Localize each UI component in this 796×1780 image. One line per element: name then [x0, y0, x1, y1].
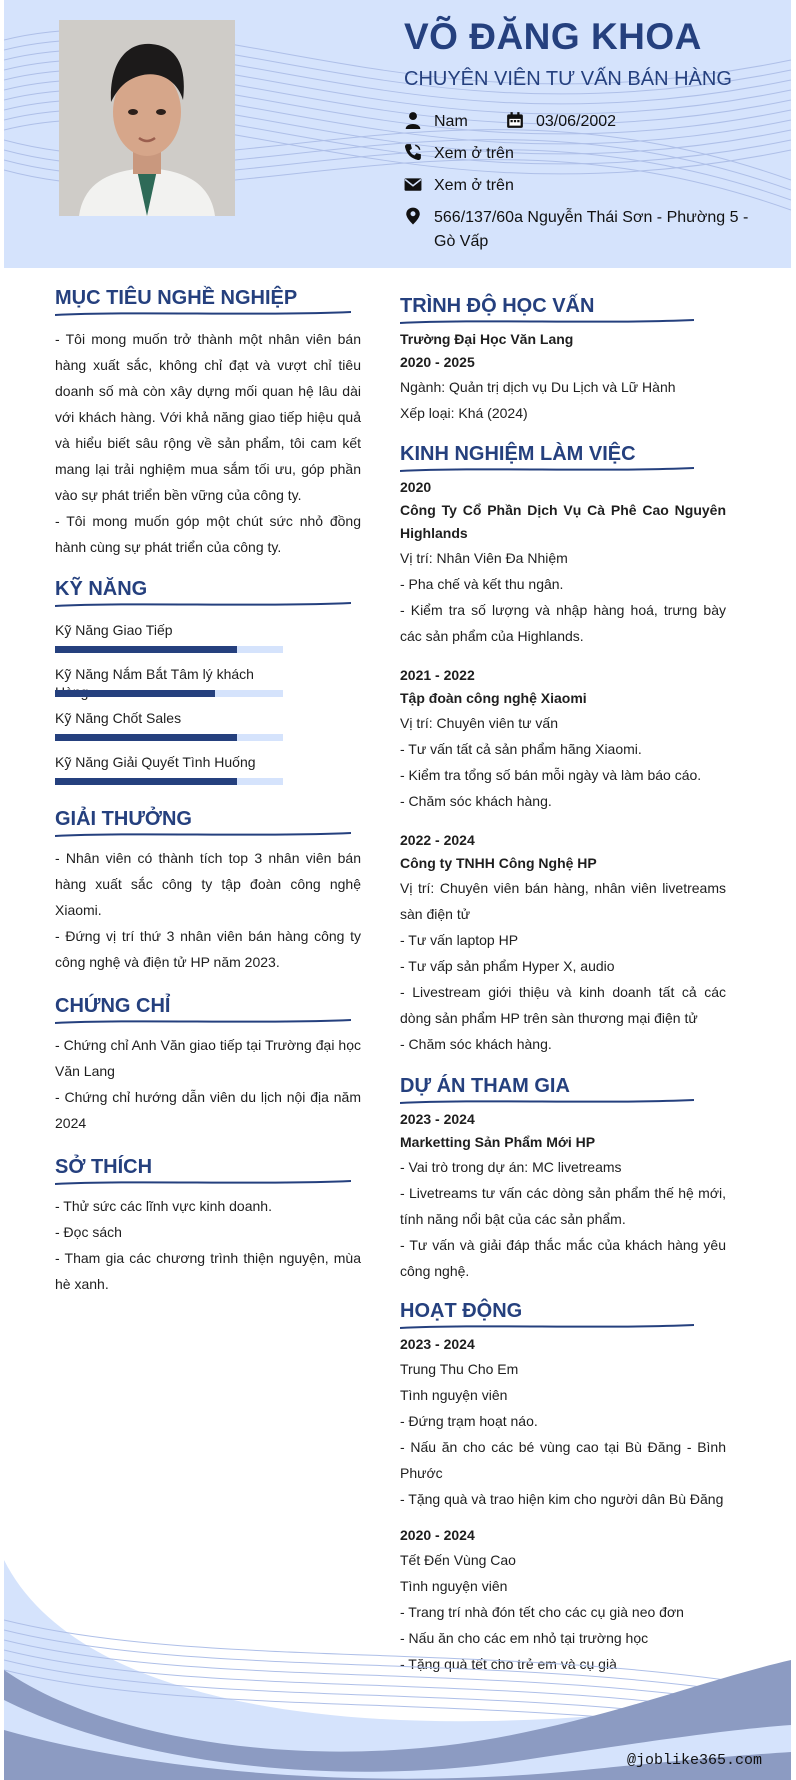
person-icon [404, 111, 422, 129]
skills-title: KỸ NĂNG [55, 578, 148, 600]
activities-underline [400, 1323, 694, 1331]
job-company: Công ty TNHH Công Nghệ HP [400, 855, 597, 871]
address-value: 566/137/60a Nguyễn Thái Sơn - Phường 5 - Gò Vấp [434, 209, 749, 250]
calendar-icon [506, 111, 524, 129]
objective-title: MỤC TIÊU NGHỀ NGHIỆP [55, 287, 298, 309]
skill-item [55, 665, 285, 701]
skill-label: Kỹ Năng Nắm Bắt Tâm lý khách [55, 666, 254, 682]
skills-underline [55, 601, 351, 609]
activity-line: - Trang trí nhà đón tết cho các cụ già neo đơn [400, 1604, 684, 1620]
education-title: TRÌNH ĐỘ HỌC VẤN [400, 295, 595, 317]
job-line: - Tư vấn laptop HP [400, 932, 519, 948]
activity-period: 2020 - 2024 [400, 1527, 475, 1543]
awards-underline [55, 831, 351, 839]
experience-job [400, 664, 726, 814]
job-line: - Chăm sóc khách hàng. [400, 1036, 552, 1052]
project-period: 2023 - 2024 [400, 1111, 475, 1127]
award-paragraph: - Đứng vị trí thứ 3 nhân viên bán hàng công ty công nghệ và điện tử HP năm 2023. [55, 928, 361, 970]
activity-line: - Nấu ăn cho các bé vùng cao tại Bù Đăng - Bình Phước [400, 1439, 726, 1481]
phone-icon [404, 143, 422, 161]
job-line: - Tư vấp sản phẩm Hyper X, audio [400, 958, 615, 974]
education-major: Ngành: Quản trị dịch vụ Du Lịch và Lữ Hành [400, 379, 676, 395]
job-line: - Chăm sóc khách hàng. [400, 793, 552, 809]
awards-title: GIẢI THƯỞNG [55, 808, 192, 830]
experience-title: KINH NGHIỆM LÀM VIỆC [400, 443, 636, 465]
job-period: 2021 - 2022 [400, 667, 475, 683]
job-line: - Pha chế và kết thu ngân. [400, 576, 564, 592]
job-line: Vị trí: Nhân Viên Đa Nhiệm [400, 550, 568, 566]
job-title: CHUYÊN VIÊN TƯ VẤN BÁN HÀNG [404, 68, 732, 90]
birthday-row [506, 110, 616, 134]
phone-row [404, 142, 514, 166]
hobby-paragraph: - Tham gia các chương trình thiện nguyện, mùa hè xanh. [55, 1250, 361, 1292]
gender-row [404, 110, 468, 134]
address-row [404, 206, 774, 254]
gender-value: Nam [434, 113, 468, 130]
skill-bar [55, 734, 283, 741]
certificates-underline [55, 1018, 351, 1026]
birthday-value: 03/06/2002 [536, 113, 617, 130]
email-value: Xem ở trên [434, 177, 514, 194]
projects-underline [400, 1098, 694, 1106]
activity-item [400, 1333, 726, 1512]
activities-title: HOẠT ĐỘNG [400, 1300, 523, 1322]
skill-bar [55, 690, 283, 697]
activity-line: Tình nguyện viên [400, 1387, 508, 1403]
email-row [404, 174, 514, 198]
skill-bar-fill [55, 734, 237, 741]
job-line: - Kiểm tra tổng số bán mỗi ngày và làm báo cáo. [400, 767, 702, 783]
job-line: - Kiểm tra số lượng và nhập hàng hoá, trưng bày các sản phẩm của Highlands. [400, 602, 726, 644]
project-line: - Tư vấn và giải đáp thắc mắc của khách hàng yêu công nghệ. [400, 1237, 726, 1279]
activity-line: Tình nguyện viên [400, 1578, 508, 1594]
footer-watermark: @joblike365.com [627, 1752, 763, 1769]
objective-paragraph: - Tôi mong muốn góp một chút sức nhỏ đồng hành cùng sự phát triển của công ty. [55, 513, 361, 555]
projects-block [400, 1108, 726, 1284]
objective-paragraph: - Tôi mong muốn trở thành một nhân viên bán hàng xuất sắc, không chỉ đạt và vượt chỉ tiêu doanh số mà còn xây dựng mối quan hệ lâu dài với khách hàng. Với khả năng giao tiếp hiệu quả và hiểu biết sâu rộng về sản phẩm, tôi cam kết mang lại trải nghiệm mua sắm tối ưu, góp phần vào sự phát triển bền vững của công ty. [55, 331, 361, 503]
project-line: - Livetreams tư vấn các dòng sản phẩm thế hệ mới, tính năng nổi bật của các sản phẩm. [400, 1185, 726, 1227]
hobbies-text [55, 1193, 361, 1297]
phone-value: Xem ở trên [434, 145, 514, 162]
skill-item [55, 621, 285, 639]
footer-wave-decoration [4, 1560, 791, 1780]
job-company: Tập đoàn công nghệ Xiaomi [400, 690, 587, 706]
education-underline [400, 318, 694, 326]
job-period: 2020 [400, 479, 432, 495]
project-name: Marketting Sản Phẩm Mới HP [400, 1134, 596, 1150]
hobbies-underline [55, 1179, 351, 1187]
skill-label: Kỹ Năng Giải Quyết Tình Huống [55, 754, 256, 770]
education-school: Trường Đại Học Văn Lang [400, 331, 574, 347]
activity-line: - Nấu ăn cho các em nhỏ tại trường học [400, 1630, 649, 1646]
job-line: Vị trí: Chuyên viên bán hàng, nhân viên livetreams sàn điện tử [400, 880, 726, 922]
hobbies-title: SỞ THÍCH [55, 1156, 153, 1178]
experience-underline [400, 466, 694, 474]
location-pin-icon [404, 207, 422, 225]
activity-line: - Tặng quà và trao hiện kim cho người dân Bù Đăng [400, 1491, 724, 1507]
envelope-icon [404, 175, 422, 193]
experience-job [400, 476, 726, 649]
profile-photo [59, 20, 235, 216]
skill-bar-fill [55, 646, 237, 653]
job-line: Vị trí: Chuyên viên tư vấn [400, 715, 558, 731]
skill-bar-fill [55, 690, 215, 697]
skill-label: Kỹ Năng Chốt Sales [55, 710, 182, 726]
education-grade: Xếp loại: Khá (2024) [400, 405, 528, 421]
skill-bar-fill [55, 778, 237, 785]
objective-underline [55, 310, 351, 318]
candidate-name: VÕ ĐĂNG KHOA [404, 16, 702, 57]
activity-period: 2023 - 2024 [400, 1336, 475, 1352]
certificates-text [55, 1032, 361, 1136]
awards-text [55, 845, 361, 975]
certificates-title: CHỨNG CHỈ [55, 995, 171, 1017]
activity-line: - Tặng quà tết cho trẻ em và cụ già [400, 1656, 617, 1672]
cv-header [4, 0, 791, 268]
education-block [400, 328, 726, 426]
skill-label: Kỹ Năng Giao Tiếp [55, 622, 173, 638]
activity-line: - Đứng trạm hoạt náo. [400, 1413, 538, 1429]
job-period: 2022 - 2024 [400, 832, 475, 848]
skill-bar [55, 778, 283, 785]
certificate-paragraph: - Chứng chỉ hướng dẫn viên du lịch nội địa năm 2024 [55, 1089, 361, 1131]
job-line: - Tư vấn tất cả sản phẩm hãng Xiaomi. [400, 741, 642, 757]
hobby-paragraph: - Thử sức các lĩnh vực kinh doanh. [55, 1198, 272, 1214]
objective-text [55, 326, 361, 560]
activity-line: Trung Thu Cho Em [400, 1361, 519, 1377]
certificate-paragraph: - Chứng chỉ Anh Văn giao tiếp tại Trường đại học Văn Lang [55, 1037, 361, 1079]
skill-item [55, 709, 285, 727]
experience-job [400, 829, 726, 1057]
hobby-paragraph: - Đọc sách [55, 1224, 122, 1240]
activity-line: Tết Đến Vùng Cao [400, 1552, 516, 1568]
project-line: - Vai trò trong dự án: MC livetreams [400, 1159, 622, 1175]
job-company: Công Ty Cổ Phần Dịch Vụ Cà Phê Cao Nguyên Highlands [400, 502, 726, 541]
projects-title: DỰ ÁN THAM GIA [400, 1075, 570, 1097]
education-period: 2020 - 2025 [400, 354, 475, 370]
skill-bar [55, 646, 283, 653]
skill-item [55, 753, 285, 771]
award-paragraph: - Nhân viên có thành tích top 3 nhân viên bán hàng xuất sắc công ty tập đoàn công nghệ Xiaomi. [55, 850, 361, 918]
job-line: - Livestream giới thiệu và kinh doanh tất cả các dòng sản phẩm HP trên sàn thương mại điện tử [400, 984, 726, 1026]
